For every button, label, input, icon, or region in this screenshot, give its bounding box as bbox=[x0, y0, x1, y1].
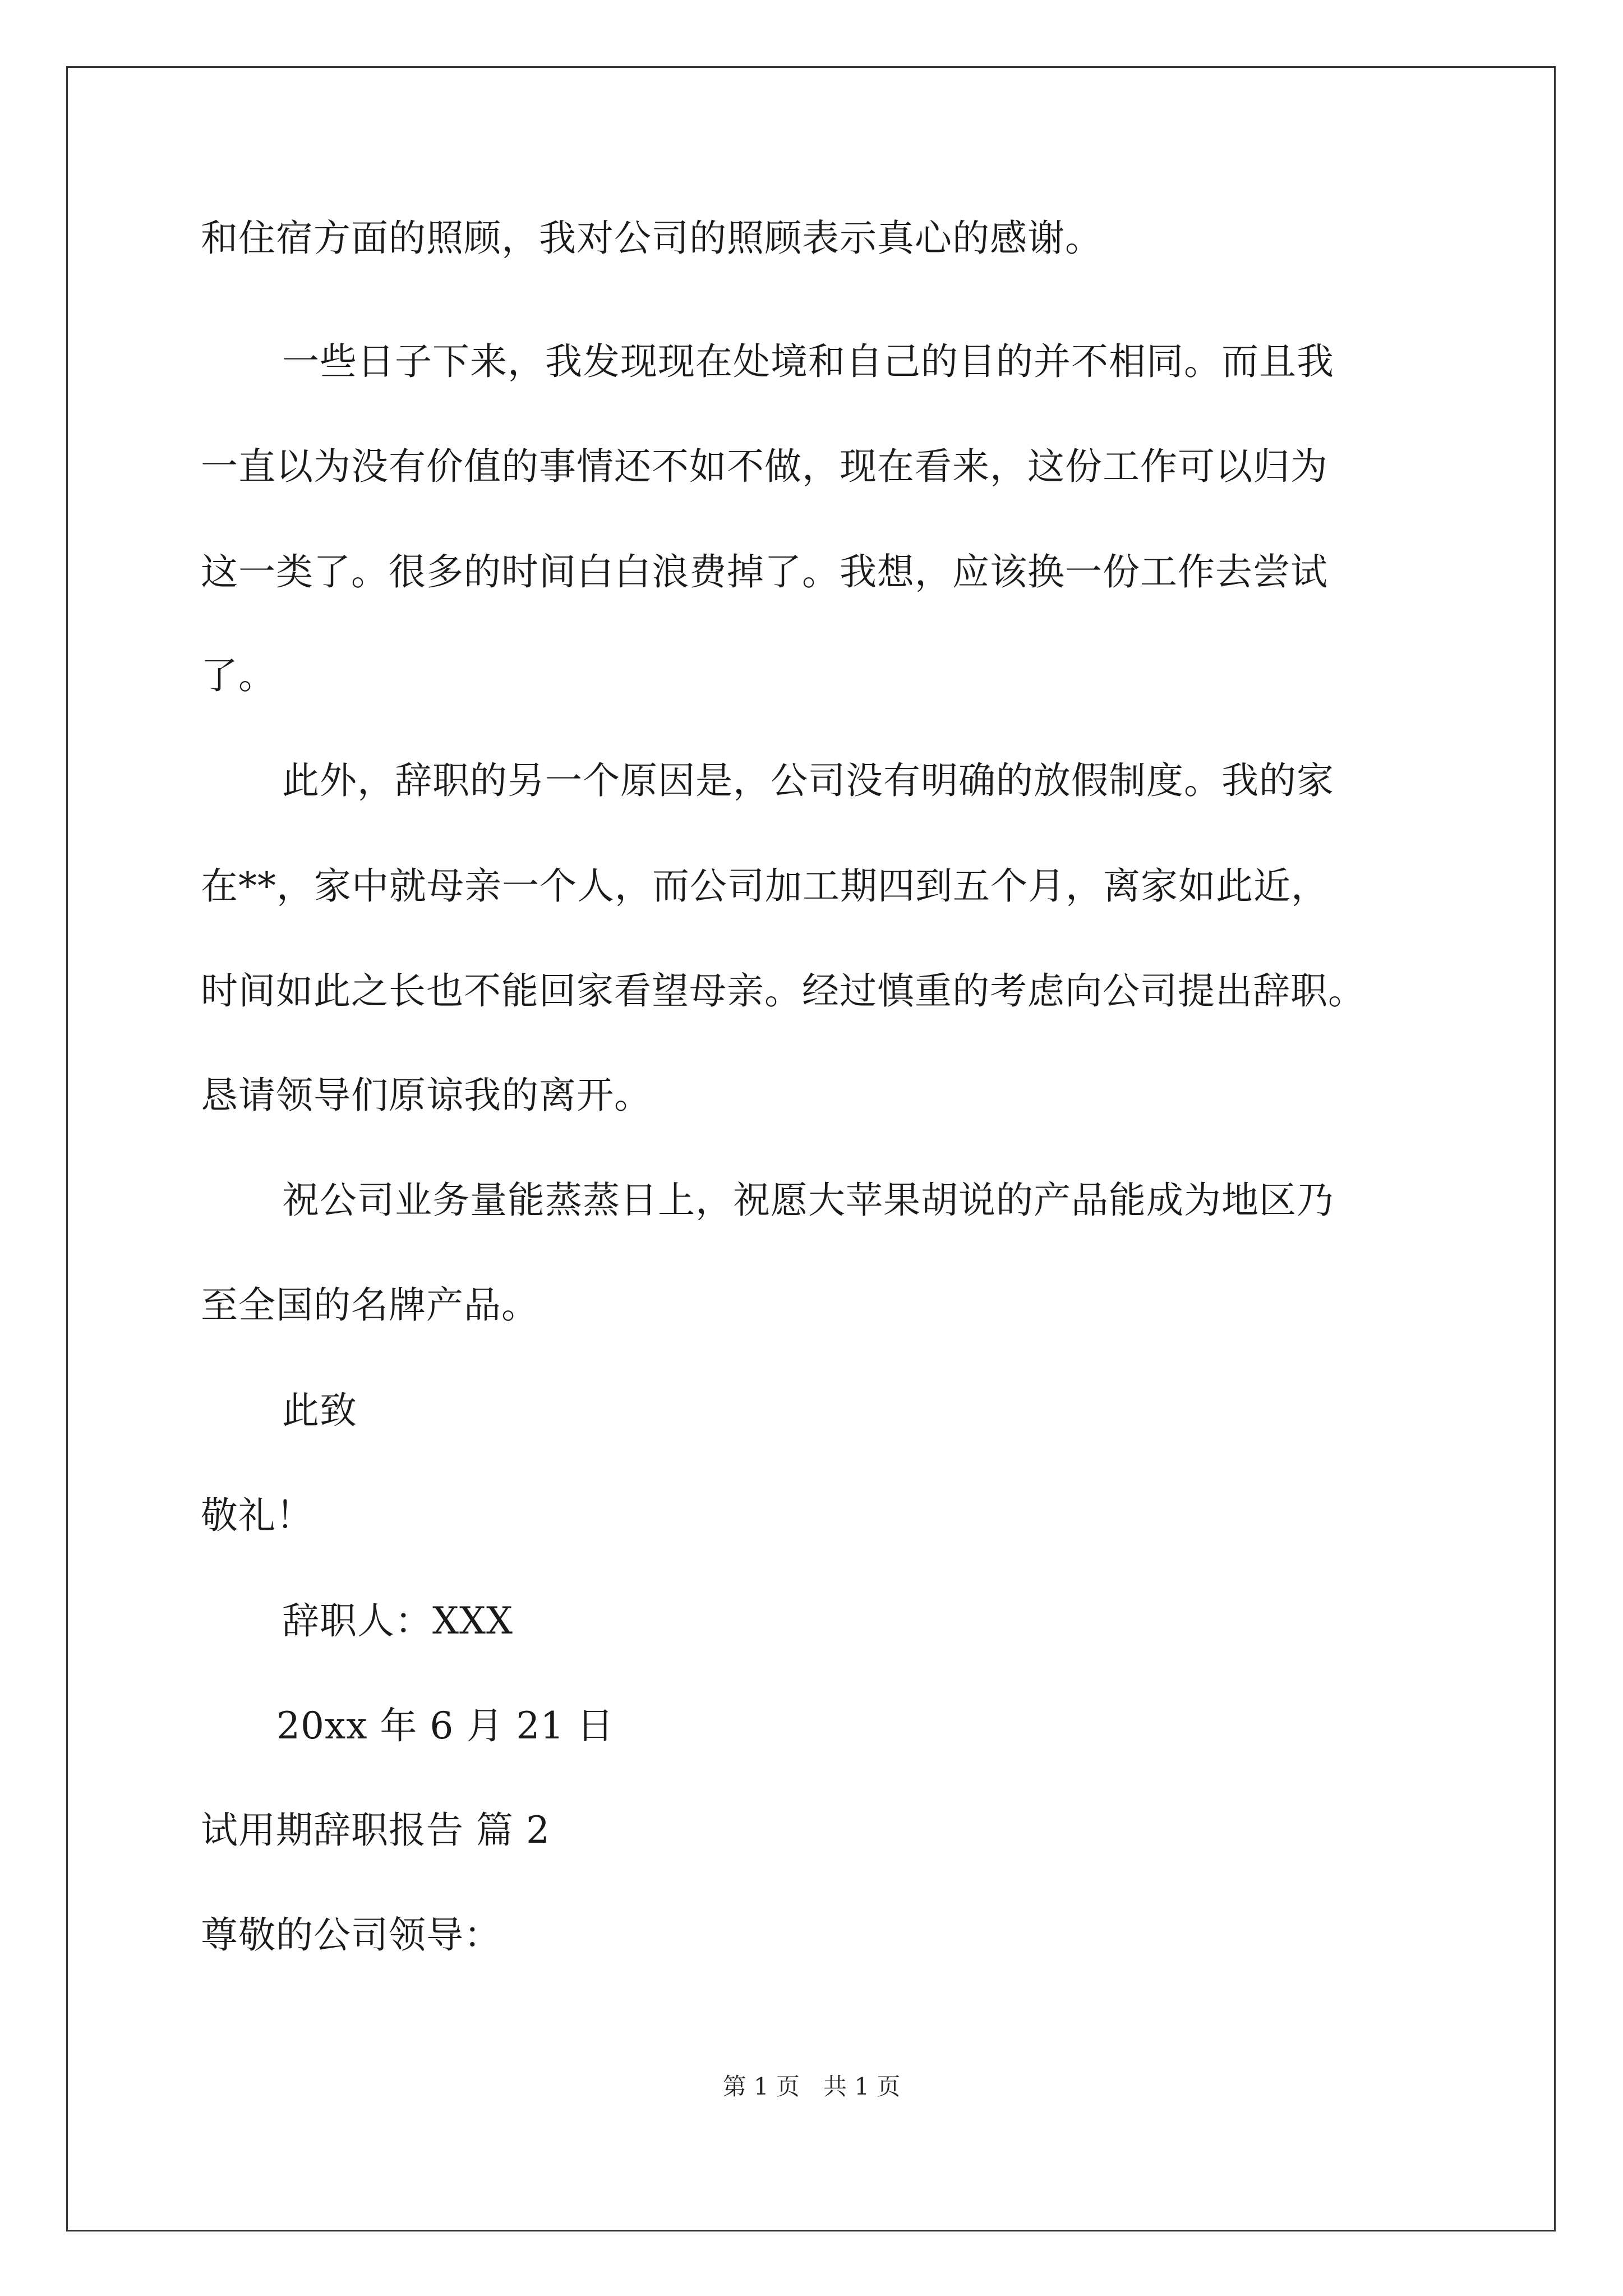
page-number-footer: 第 1 页 共 1 页 bbox=[722, 2073, 901, 2100]
text-line-1: 和住宿方面的照顾，我对公司的照顾表示真心的感谢。 bbox=[201, 217, 1103, 260]
text-line-13: 敬礼！ bbox=[201, 1494, 313, 1537]
text-line-2: 一些日子下来，我发现现在处境和自己的目的并不相同。而且我 bbox=[282, 340, 1334, 383]
text-line-12: 此致 bbox=[282, 1389, 357, 1432]
text-line-16: 试用期辞职报告 篇 2 bbox=[201, 1809, 550, 1852]
text-line-6: 此外，辞职的另一个原因是，公司没有明确的放假制度。我的家 bbox=[282, 759, 1334, 802]
text-line-3: 一直以为没有价值的事情还不如不做，现在看来，这份工作可以归为 bbox=[201, 445, 1328, 488]
text-line-17: 尊敬的公司领导： bbox=[201, 1913, 501, 1957]
text-line-9: 恳请领导们原谅我的离开。 bbox=[201, 1074, 652, 1117]
text-line-11: 至全国的名牌产品。 bbox=[201, 1283, 539, 1327]
text-line-14: 辞职人：XXX bbox=[282, 1599, 513, 1642]
text-line-10: 祝公司业务量能蒸蒸日上，祝愿大苹果胡说的产品能成为地区乃 bbox=[282, 1179, 1334, 1222]
text-line-4: 这一类了。很多的时间白白浪费掉了。我想，应该换一份工作去尝试 bbox=[201, 550, 1328, 593]
page-border bbox=[66, 66, 1556, 2231]
text-line-8: 时间如此之长也不能回家看望母亲。经过慎重的考虑向公司提出辞职。 bbox=[201, 969, 1366, 1013]
text-line-5: 了。 bbox=[201, 654, 276, 697]
text-line-15: 20xx 年 6 月 21 日 bbox=[276, 1704, 615, 1747]
text-line-7: 在**，家中就母亲一个人，而公司加工期四到五个月，离家如此近， bbox=[201, 864, 1329, 908]
